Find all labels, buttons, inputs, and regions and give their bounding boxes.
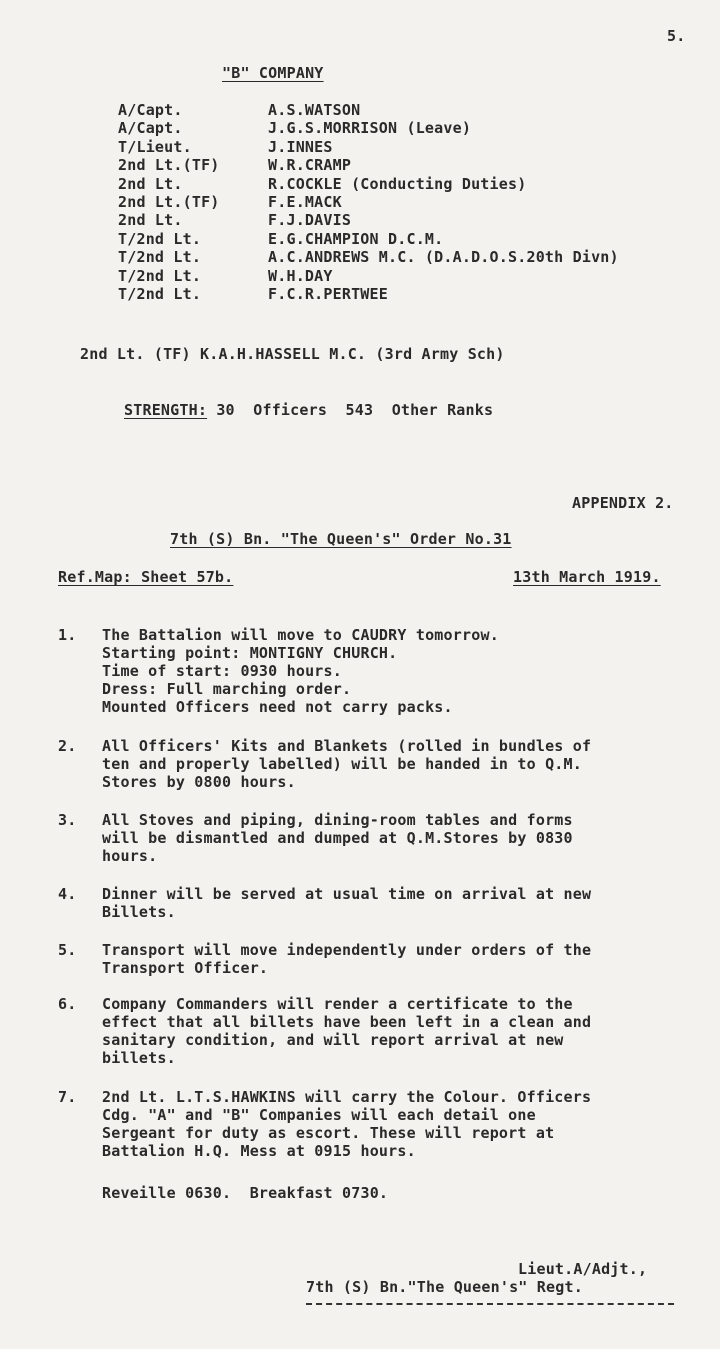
officer-row: A/Capt. J.G.S.MORRISON (Leave): [118, 119, 472, 138]
order-date: 13th March 1919.: [513, 568, 661, 586]
ref-map: Ref.Map: Sheet 57b.: [58, 568, 234, 586]
strength-label: STRENGTH:: [124, 401, 208, 419]
officer-row: T/2nd Lt. W.H.DAY: [118, 266, 333, 285]
officer-row: T/2nd Lt. E.G.CHAMPION D.C.M.: [118, 229, 444, 248]
order-paragraph-4: 4. Dinner will be served at usual time on arrival at new Billets.: [58, 885, 592, 921]
strength-line: [124, 401, 493, 419]
signature-title: Lieut.A/Adjt.,: [518, 1260, 648, 1278]
signature-unit: 7th (S) Bn."The Queen's" Regt.: [306, 1278, 583, 1296]
appendix-label: APPENDIX 2.: [572, 494, 674, 512]
signature-dashed-rule: [306, 1303, 674, 1305]
attached-officer-line: 2nd Lt. (TF) K.A.H.HASSELL M.C. (3rd Army Sch): [80, 345, 505, 363]
officer-row: T/Lieut. J.INNES: [118, 137, 333, 156]
reveille-line: Reveille 0630. Breakfast 0730.: [102, 1184, 389, 1202]
company-title: "B" COMPANY: [222, 64, 324, 82]
officer-row: T/2nd Lt. A.C.ANDREWS M.C. (D.A.D.O.S.20th Divn): [118, 248, 619, 267]
officer-row: 2nd Lt.(TF) W.R.CRAMP: [118, 156, 352, 175]
officer-row: A/Capt. A.S.WATSON: [118, 101, 361, 119]
officer-row: 2nd Lt.(TF) F.E.MACK: [118, 192, 342, 211]
order-paragraph-1: 1. The Battalion will move to CAUDRY tomorrow. Starting point: MONTIGNY CHURCH. Time of start: 0930 hours. Dress: Full marching order. Mounted Officers need not carry packs.: [58, 626, 499, 716]
officer-row: 2nd Lt. R.COCKLE (Conducting Duties): [118, 174, 527, 193]
order-title: 7th (S) Bn. "The Queen's" Order No.31: [170, 530, 512, 548]
strength-text: 30 Officers 543 Other Ranks: [216, 401, 494, 419]
officer-row: T/2nd Lt. F.C.R.PERTWEE: [118, 284, 388, 303]
page-number: 5.: [667, 27, 686, 45]
officer-list: [118, 101, 619, 303]
order-paragraph-3: 3. All Stoves and piping, dining-room tables and forms will be dismantled and dumped at Q.M.Stores by 0830 hours.: [58, 811, 573, 865]
order-paragraph-7: 7. 2nd Lt. L.T.S.HAWKINS will carry the Colour. Officers Cdg. "A" and "B" Companies will each detail one Sergeant for duty as escort. These will report at Battalion H.Q. Mess at 0915 hours.: [58, 1088, 592, 1160]
officer-row: 2nd Lt. F.J.DAVIS: [118, 211, 352, 230]
order-paragraph-2: 2. All Officers' Kits and Blankets (rolled in bundles of ten and properly labelled) will be handed in to Q.M. Stores by 0800 hours.: [58, 737, 592, 791]
order-paragraph-6: 6. Company Commanders will render a certificate to the effect that all billets have been left in a clean and sanitary condition, and will report arrival at new billets.: [58, 995, 592, 1067]
order-paragraph-5: 5. Transport will move independently under orders of the Transport Officer.: [58, 941, 592, 977]
